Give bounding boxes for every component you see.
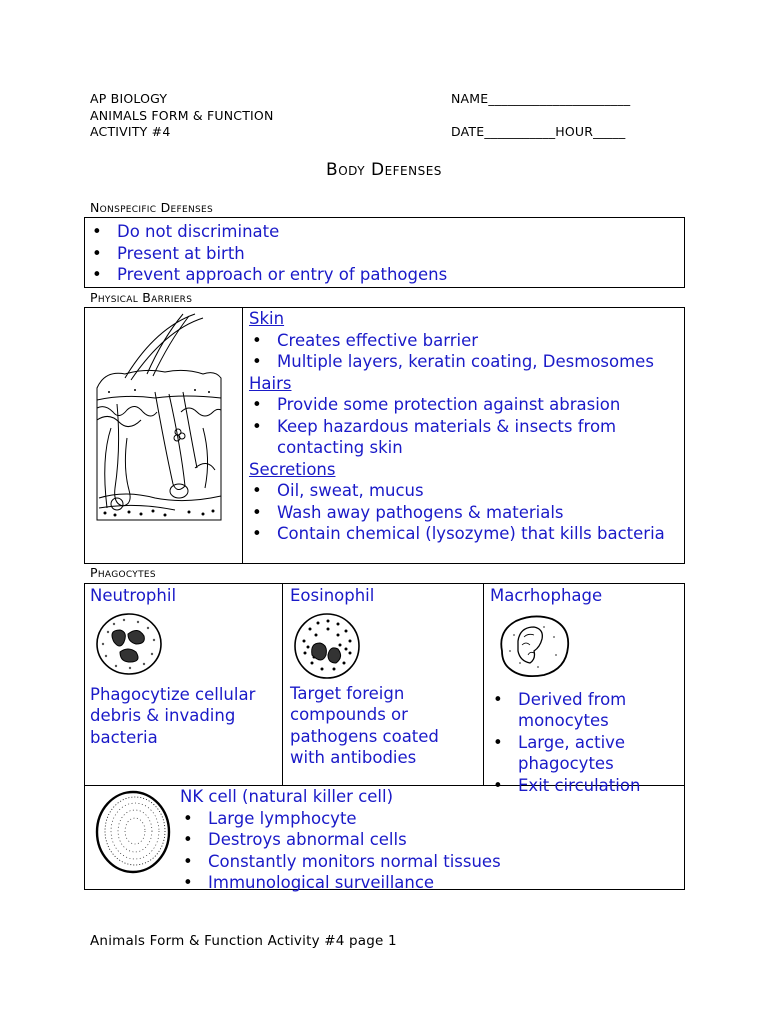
name-field: NAME______________________	[451, 91, 631, 106]
phagocytes-box	[84, 583, 685, 890]
macrophage-illustration	[494, 611, 574, 681]
macrophage-cell	[484, 584, 684, 795]
nonspecific-box	[84, 217, 685, 288]
neutrophil-cell	[85, 584, 283, 785]
nonspecific-list	[89, 221, 684, 286]
neutrophil-illustration	[94, 612, 164, 676]
activity-line: ACTIVITY #4	[90, 124, 171, 139]
neutrophil-title: Neutrophil	[90, 586, 177, 605]
nk-title: NK cell (natural killer cell)	[180, 787, 394, 806]
physical-box	[84, 307, 685, 564]
list-item: • Destroys abnormal cells	[180, 829, 501, 851]
hairs-list	[249, 394, 684, 459]
unit-line: ANIMALS FORM & FUNCTION	[90, 107, 274, 123]
secretions-label: Secretions	[249, 459, 336, 479]
eosinophil-text: Target foreign compounds or pathogens coated with antibodies	[290, 683, 439, 767]
list-item: • Large, active phagocytes	[490, 732, 684, 775]
list-item: • Large lymphocyte	[180, 808, 501, 830]
list-item: • Multiple layers, keratin coating, Desmosomes	[249, 351, 684, 373]
list-item: • Immunological surveillance	[180, 872, 501, 894]
phagocytes-row	[85, 584, 684, 795]
eosinophil-title: Eosinophil	[290, 586, 375, 605]
list-item: • Contain chemical (lysozyme) that kills bacteria	[249, 523, 684, 545]
macrophage-title: Macrhophage	[490, 586, 603, 605]
list-item: • Derived from monocytes	[490, 689, 684, 732]
list-item: • Provide some protection against abrasion	[249, 394, 684, 416]
list-item: • Exit circulation	[490, 775, 684, 797]
list-item: • Present at birth	[89, 243, 684, 265]
course-line: AP BIOLOGY	[90, 91, 168, 106]
section-heading-phagocytes: Phagocytes	[90, 565, 156, 580]
nk-list	[180, 808, 501, 894]
page-footer: Animals Form & Function Activity #4 page 1	[90, 933, 397, 949]
skin-illustration-cell	[85, 308, 243, 563]
eosinophil-illustration	[292, 611, 362, 681]
hairs-label: Hairs	[249, 373, 292, 393]
skin-label: Skin	[249, 309, 285, 328]
list-item: • Constantly monitors normal tissues	[180, 851, 501, 873]
list-item: • Do not discriminate	[89, 221, 684, 243]
nk-row	[85, 785, 684, 892]
skin-list	[249, 330, 684, 373]
nk-cell-illustration	[93, 789, 173, 875]
list-item: • Creates effective barrier	[249, 330, 684, 352]
secretions-list	[249, 480, 684, 545]
date-hour-field: DATE___________HOUR_____	[451, 124, 626, 139]
macrophage-list	[490, 689, 684, 797]
list-item: • Prevent approach or entry of pathogens	[89, 264, 684, 286]
list-item: • Wash away pathogens & materials	[249, 502, 684, 524]
neutrophil-text: Phagocytize cellular debris & invading bacteria	[90, 684, 256, 747]
section-heading-physical: Physical Barriers	[90, 290, 193, 305]
physical-text-cell	[243, 308, 684, 563]
page-title: Body Defenses	[326, 160, 442, 180]
list-item: • Keep hazardous materials & insects from contacting skin	[249, 416, 684, 459]
nk-text	[180, 786, 501, 894]
skin-cross-section-illustration	[85, 308, 241, 563]
section-heading-nonspecific: Nonspecific Defenses	[90, 200, 214, 215]
eosinophil-cell	[283, 584, 484, 785]
list-item: • Oil, sweat, mucus	[249, 480, 684, 502]
header-course	[90, 91, 274, 141]
